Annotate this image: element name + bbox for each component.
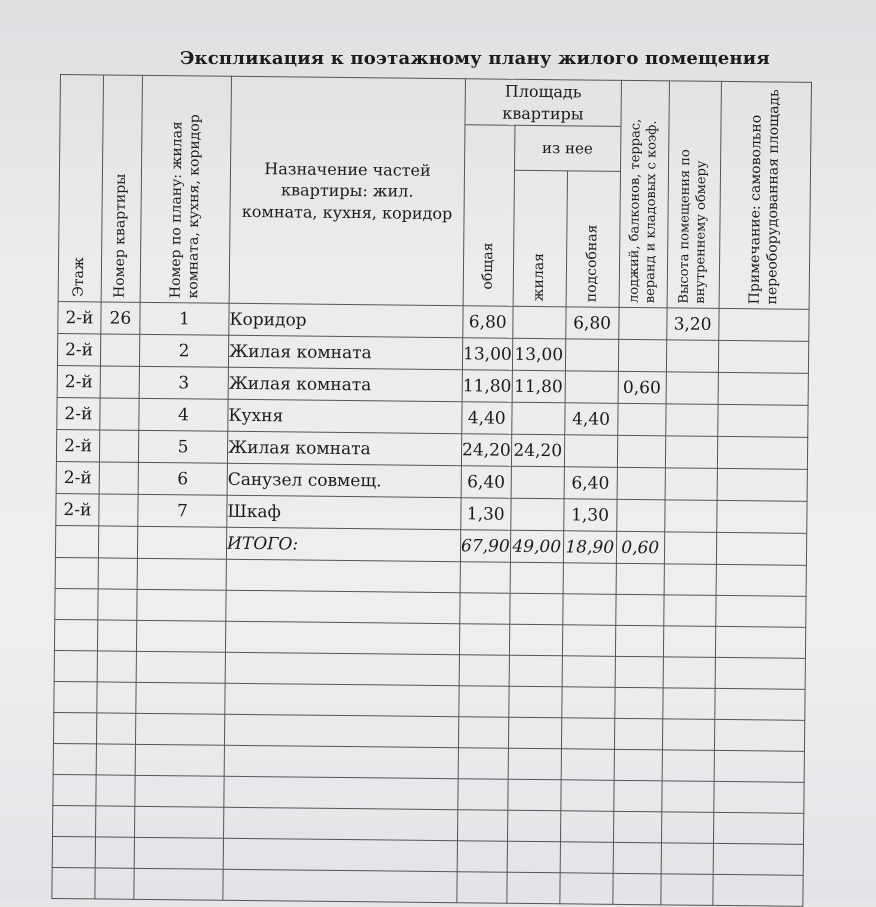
totals-living: 49,00: [510, 530, 563, 563]
header-living: жилая: [513, 170, 567, 307]
totals-aux: 18,90: [563, 531, 616, 564]
header-height: Высота помещения по внутреннему обмеру: [667, 81, 721, 309]
header-loggias: лоджий, балконов, террас, веранд и кладовых с коэф.: [619, 80, 669, 307]
table-row: 2-й 2 Жилая комната 13,00 13,00: [57, 333, 808, 373]
totals-label: ИТОГО:: [226, 527, 460, 561]
explication-table: [51, 74, 811, 907]
header-purpose: Назначение частей квартиры: жил. комната, кухня, коридор: [229, 76, 465, 305]
header-apartment-number: Номер квартиры: [101, 75, 142, 302]
table-row: 2-й 26 1 Коридор 6,80 6,80 3,20: [58, 301, 809, 341]
header-total: общая: [463, 125, 515, 307]
header-floor: Этаж: [58, 75, 103, 302]
table-row: 2-й 3 Жилая комната 11,80 11,80 0,60: [57, 365, 808, 405]
header-auxiliary: подсобная: [566, 171, 620, 308]
document-title: Экспликация к поэтажному плану жилого помещения: [180, 48, 770, 69]
header-area-group: Площадь квартиры: [465, 79, 621, 127]
header-plan-number: Номер по плану: жилая комната, кухня, коридор: [140, 75, 231, 303]
header-of-which: из нее: [514, 125, 620, 171]
table-row: 2-й 5 Жилая комната 24,20 24,20: [56, 429, 807, 469]
header-note: Примечание: самовольно переоборудованная площадь: [719, 81, 811, 309]
empty-row: [52, 867, 803, 906]
table-row: 2-й 4 Кухня 4,40 4,40: [57, 397, 808, 437]
table-row: 2-й 6 Санузел совмещ. 6,40 6,40: [56, 461, 807, 501]
totals-total: 67,90: [460, 530, 510, 563]
totals-loggia: 0,60: [616, 531, 664, 564]
table-row: 2-й 7 Шкаф 1,30 1,30: [56, 493, 807, 533]
